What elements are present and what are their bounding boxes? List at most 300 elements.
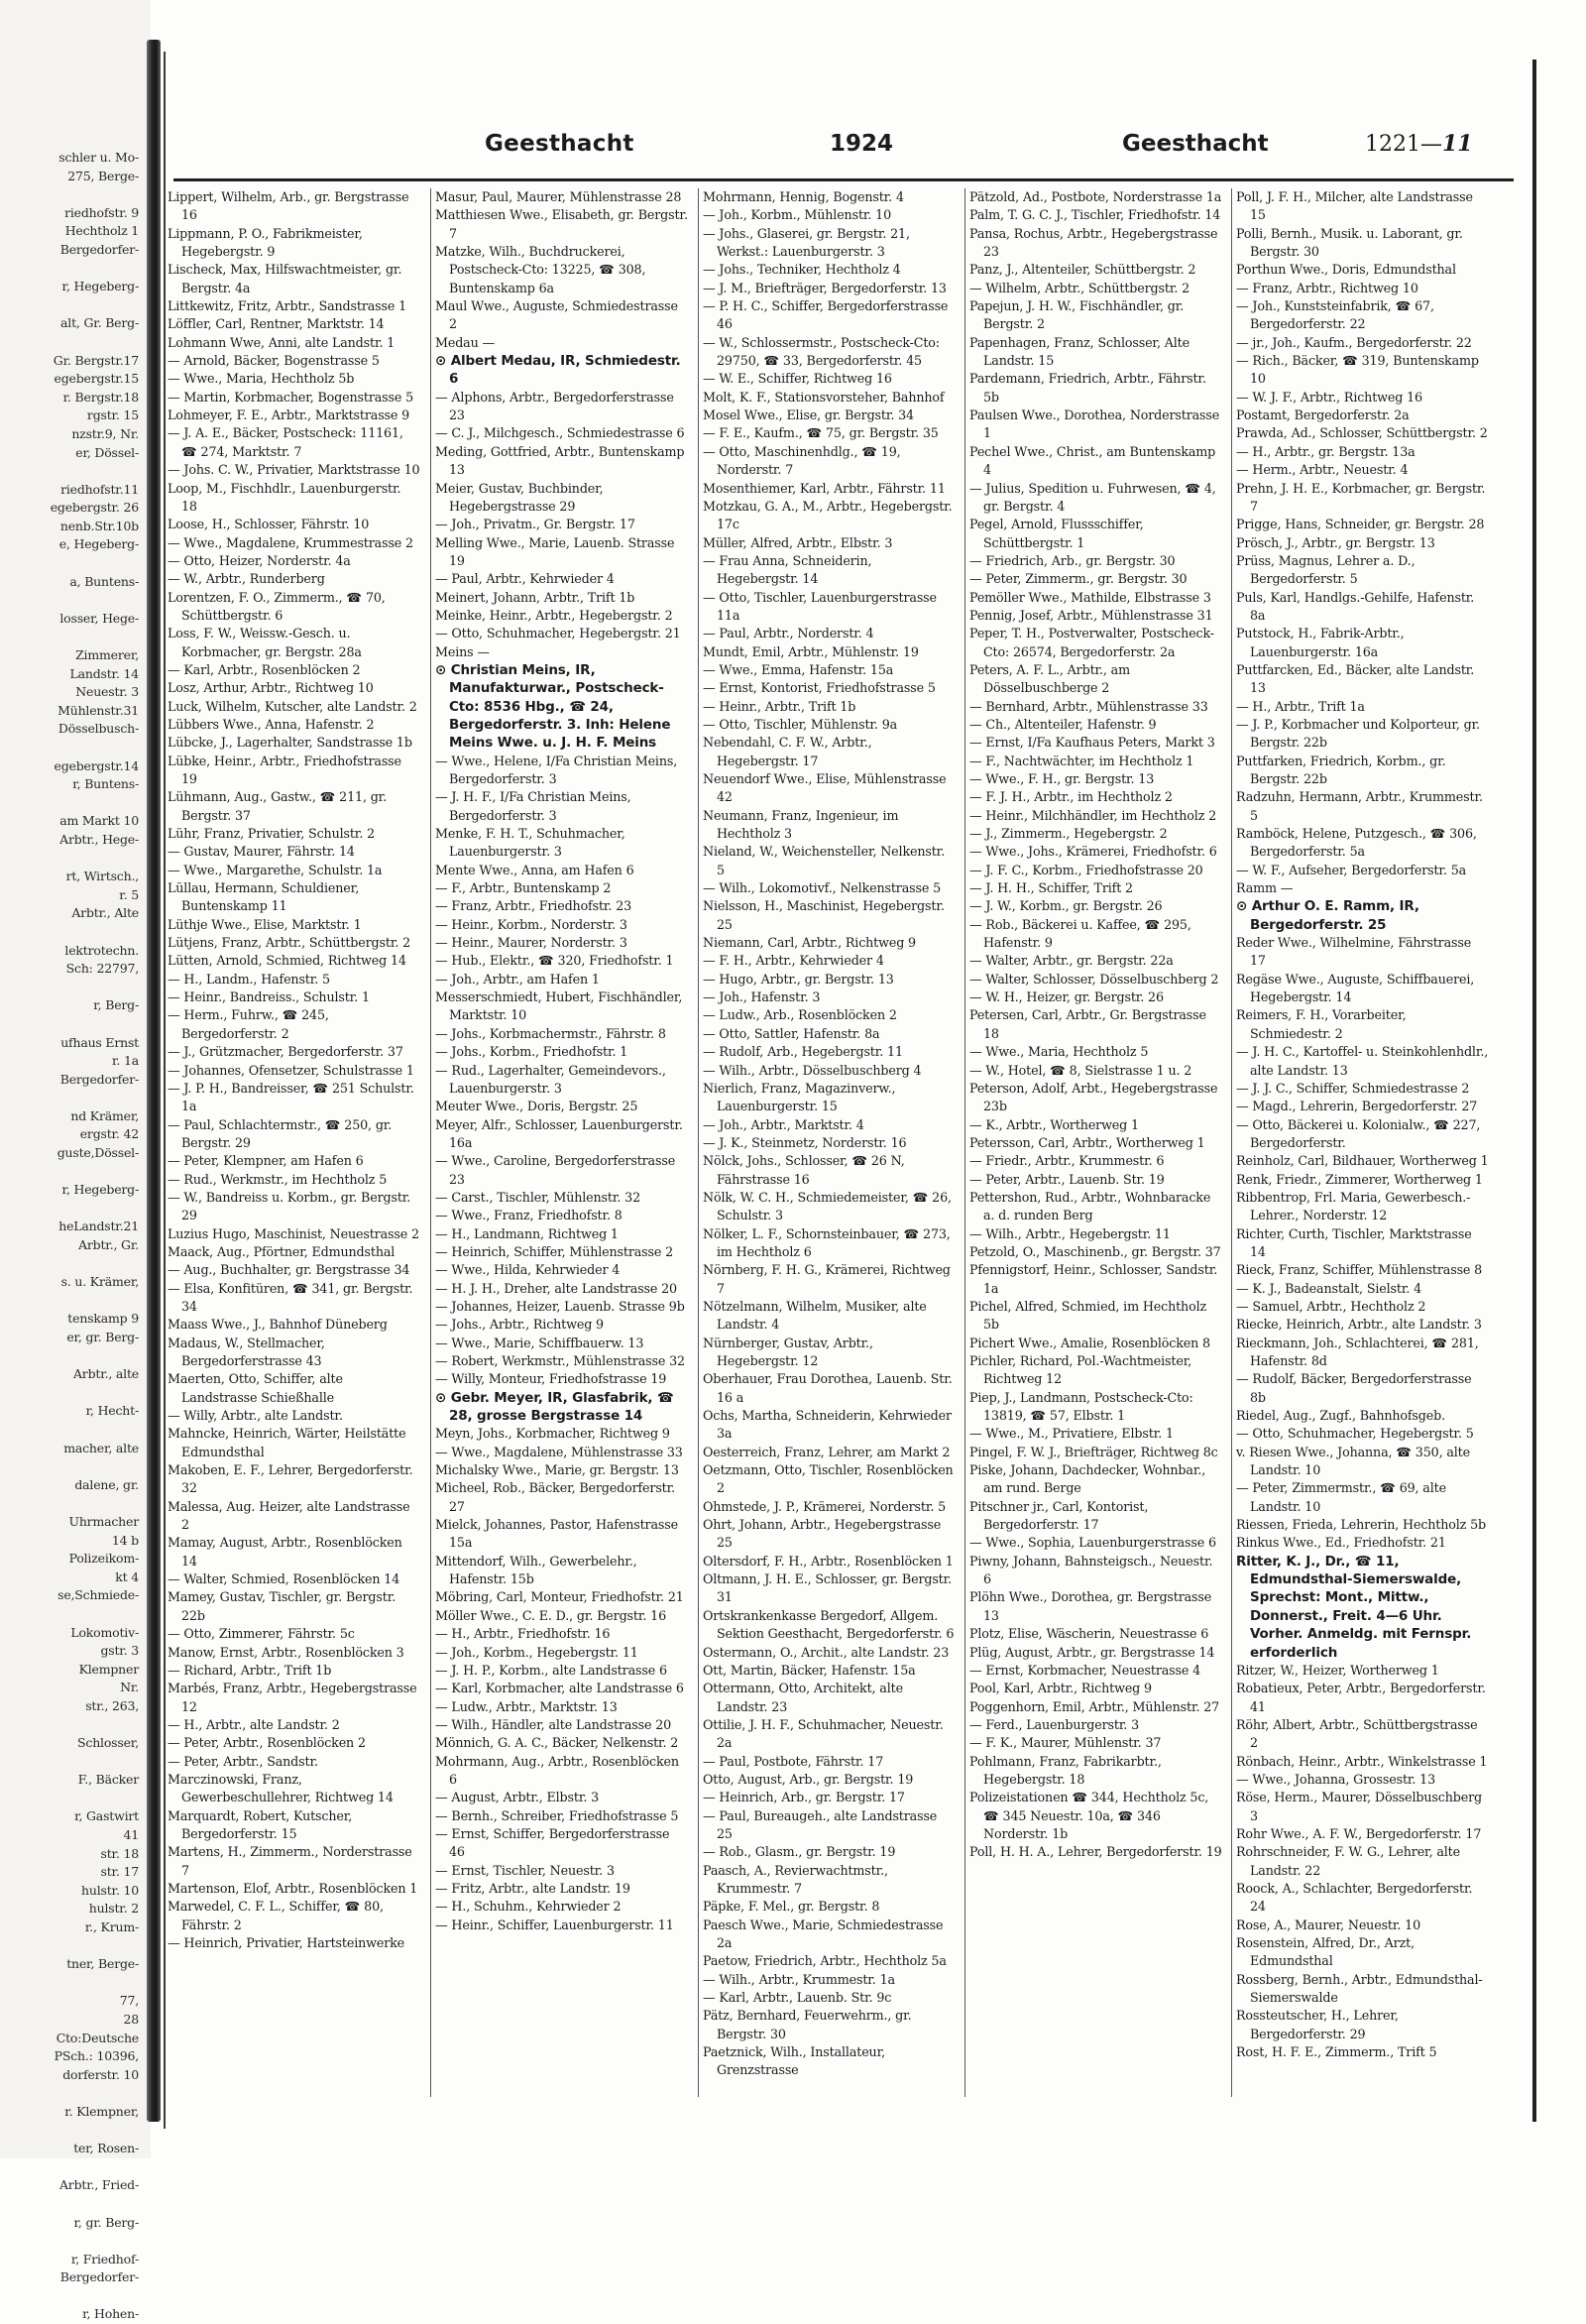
directory-entry: Regäse Wwe., Auguste, Schiffbauerei, Hegebergstr. 14 (1236, 971, 1475, 1005)
directory-entry: Rieckmann, Joh., Schlachterei, ☎ 281, Hafenstr. 8d (1236, 1335, 1479, 1368)
directory-entry: — Peter, Arbtr., Lauenb. Str. 19 (969, 1171, 1165, 1187)
directory-entry: — Ch., Altenteiler, Hafenstr. 9 (969, 716, 1157, 732)
previous-page-line (0, 2122, 139, 2141)
directory-entry: Möbring, Carl, Monteur, Friedhofstr. 21 (435, 1589, 684, 1605)
previous-page-line: r, Hecht- (85, 1403, 139, 1419)
directory-entry: — Johs., Techniker, Hechtholz 4 (703, 262, 901, 278)
directory-entry: Meins — (435, 643, 490, 659)
directory-entry: — Heinrich, Arb., gr. Bergstr. 17 (703, 1790, 905, 1805)
directory-entry: — Rudolf, Arb., Hegebergstr. 11 (703, 1044, 903, 1060)
directory-entry: — W. F., Aufseher, Bergedorferstr. 5a (1236, 862, 1467, 877)
directory-entry: Madaus, W., Stellmacher, Bergedorferstrasse 43 (168, 1335, 325, 1368)
header-town-right: Geesthacht (1122, 131, 1269, 157)
previous-page-line: hulstr. 10 (81, 1882, 139, 1898)
directory-entry: Makoben, E. F., Lehrer, Bergedorferstr. 32 (168, 1462, 413, 1496)
directory-entry: — Walter, Schlosser, Dösselbuschberg 2 (969, 971, 1219, 987)
directory-entry: — Friedr., Arbtr., Krummestr. 6 (969, 1153, 1165, 1169)
directory-entry: Piske, Johann, Dachdecker, Wohnbar., am rund. Berge (969, 1462, 1206, 1496)
directory-entry: Pitschner jr., Carl, Kontorist, Bergedorferstr. 17 (969, 1498, 1149, 1533)
directory-entry: — Joh., Arbtr., Marktstr. 4 (703, 1116, 864, 1132)
directory-entry: Nebendahl, C. F. W., Arbtr., Hegebergstr. 17 (703, 735, 872, 768)
previous-page-line: Bergedorfer- (59, 2269, 139, 2285)
directory-entry: — Paul, Arbtr., Norderstr. 4 (703, 626, 874, 641)
previous-page-line (0, 1200, 139, 1219)
directory-entry: Maass Wwe., J., Bahnhof Düneberg (168, 1317, 388, 1333)
previous-page-line: Bergedorfer- (59, 1071, 139, 1087)
directory-entry: — Ernst, Korbmacher, Neuestrasse 4 (969, 1662, 1201, 1678)
previous-page-line (0, 850, 139, 869)
directory-entry: — Heinr., Arbtr., Trift 1b (703, 698, 856, 714)
directory-entry: — Ernst, Tischler, Neuestr. 3 (435, 1862, 615, 1878)
previous-page-line: r, Hegeberg- (61, 1182, 139, 1198)
directory-entry: Oltmann, J. H. E., Schlosser, gr. Bergstr. 31 (703, 1571, 953, 1605)
directory-entry: Rieck, Franz, Schiffer, Mühlenstrasse 8 (1236, 1262, 1483, 1278)
directory-entry: Manow, Ernst, Arbtr., Rosenblöcken 3 (168, 1644, 404, 1660)
previous-page-line (0, 1089, 139, 1107)
directory-entry: Lohmeyer, F. E., Arbtr., Marktstrasse 9 (168, 407, 410, 423)
directory-entry: — Peter, Zimmermstr., ☎ 69, alte Landstr. 10 (1236, 1480, 1446, 1514)
previous-page-line (0, 554, 139, 573)
previous-page-line: Zimmerer, (75, 647, 139, 663)
directory-entry: — H., Arbtr., Friedhofstr. 16 (435, 1626, 611, 1642)
previous-page-line (0, 1715, 139, 1734)
directory-entry: — Hub., Elektr., ☎ 320, Friedhofstr. 1 (435, 953, 674, 969)
directory-entry: Prawda, Ad., Schlosser, Schüttbergstr. 2 (1236, 425, 1488, 441)
directory-entry: Ottilie, J. H. F., Schuhmacher, Neuestr. 2a (703, 1716, 944, 1751)
directory-entry: — Ernst, Schiffer, Bergedorferstrasse 46 (435, 1825, 670, 1860)
directory-entry: — Joh., Korbm., Mühlenstr. 10 (703, 207, 892, 223)
previous-page-line: Uhrmacher (68, 1513, 139, 1529)
directory-entry-highlighted: ⊙ Gebr. Meyer, IR, Glasfabrik, ☎ 28, grosse Bergstrasse 14 (435, 1389, 674, 1425)
previous-page-line: str. 18 (100, 1845, 139, 1861)
directory-entry: Plüg, August, Arbtr., gr. Bergstrasse 14 (969, 1644, 1215, 1660)
directory-entry: Nölck, Johs., Schlosser, ☎ 26 N, Fährstrasse 16 (703, 1153, 905, 1187)
directory-entry: — Wwe., Sophia, Lauenburgerstrasse 6 (969, 1535, 1216, 1551)
previous-page-line: s. u. Krämer, (60, 1274, 139, 1290)
directory-entry: Richter, Curth, Tischler, Marktstrasse 14 (1236, 1225, 1472, 1259)
directory-entry: Oltersdorf, F. H., Arbtr., Rosenblöcken 1 (703, 1553, 954, 1569)
directory-entry: — J., Grützmacher, Bergedorferstr. 37 (168, 1044, 403, 1060)
directory-entry: Reinholz, Carl, Bildhauer, Wortherweg 1 (1236, 1153, 1489, 1169)
directory-entry: Luzius Hugo, Maschinist, Neuestrasse 2 (168, 1225, 419, 1241)
header-year: 1924 (830, 131, 894, 157)
directory-entry: Menke, F. H. T., Schuhmacher, Lauenburgerstr. 3 (435, 826, 625, 860)
directory-entry: Luck, Wilhelm, Kutscher, alte Landstr. 2 (168, 698, 417, 714)
previous-page-line: dorferstr. 10 (62, 2066, 139, 2082)
directory-entry: — Aug., Buchhalter, gr. Bergstrasse 34 (168, 1262, 410, 1278)
directory-entry: — J. K., Steinmetz, Norderstr. 16 (703, 1134, 907, 1150)
directory-entry: Nielsson, H., Maschinist, Hegebergstr. 25 (703, 898, 945, 932)
directory-entry: — Johs., Korbm., Friedhofstr. 1 (435, 1044, 628, 1060)
directory-entry: — Otto, Zimmerer, Fährstr. 5c (168, 1626, 355, 1642)
directory-entry: — Magd., Lehrerin, Bergedorferstr. 27 (1236, 1099, 1478, 1114)
previous-page-line: riedhofstr.11 (60, 481, 139, 497)
column-separator (1231, 188, 1232, 2097)
directory-entry: Roock, A., Schlachter, Bergedorferstr. 24 (1236, 1880, 1473, 1915)
directory-entry: Nölk, W. C. H., Schmiedemeister, ☎ 26, Schulstr. 3 (703, 1189, 952, 1223)
directory-entry: Poll, J. F. H., Milcher, alte Landstrasse 15 (1236, 189, 1473, 223)
directory-entry: — jr., Joh., Kaufm., Bergedorferstr. 22 (1236, 334, 1472, 350)
directory-entry: Ohrt, Johann, Arbtr., Hegebergstrasse 25 (703, 1517, 942, 1551)
directory-entry: — Heinrich, Schiffer, Mühlenstrasse 2 (435, 1243, 674, 1259)
previous-page-line: tenskamp 9 (67, 1311, 139, 1327)
directory-entry: Nörnberg, F. H. G., Krämerei, Richtweg 7 (703, 1262, 951, 1296)
previous-page-line (0, 591, 139, 610)
directory-entry: — Julius, Spedition u. Fuhrwesen, ☎ 4, gr. Bergstr. 4 (969, 480, 1216, 514)
directory-entry: Postamt, Bergedorferstr. 2a (1236, 407, 1410, 423)
directory-entry: Petersen, Carl, Arbtr., Gr. Bergstrasse 18 (969, 1007, 1206, 1041)
directory-entry: Lüthje Wwe., Elise, Marktstr. 1 (168, 916, 362, 932)
directory-entry: Nölker, L. F., Schornsteinbauer, ☎ 273, im Hechtholz 6 (703, 1225, 951, 1259)
directory-entry: Pichler, Richard, Pol.-Wachtmeister, Richtweg 12 (969, 1353, 1192, 1387)
directory-entry: Ostermann, O., Archit., alte Landstr. 23 (703, 1644, 950, 1660)
directory-entry: Nierlich, Franz, Magazinverw., Lauenburgerstr. 15 (703, 1080, 896, 1114)
directory-entry: Mahncke, Heinrich, Wärter, Heilstätte Edmundsthal (168, 1426, 406, 1459)
directory-entry: — Ernst, I/Fa Kaufhaus Peters, Markt 3 (969, 735, 1215, 751)
previous-page-line: er, gr. Berg- (66, 1330, 139, 1344)
directory-entry: Masur, Paul, Maurer, Mühlenstrasse 28 (435, 189, 682, 204)
previous-page-line: Sch: 22797, (65, 961, 139, 977)
directory-entry: — Heinr., Schiffer, Lauenburgerstr. 11 (435, 1917, 674, 1932)
previous-page-line: 77, (119, 1993, 139, 2009)
directory-entry: — P. H. C., Schiffer, Bergedorferstrasse 46 (703, 298, 949, 332)
directory-entry: — Walter, Schmied, Rosenblöcken 14 (168, 1571, 400, 1587)
directory-entry: — Johs., Glaserei, gr. Bergstr. 21, Werkst.: Lauenburgerstr. 3 (703, 225, 910, 260)
header-rule (173, 178, 1514, 181)
directory-entry: — J. W., Korbm., gr. Bergstr. 26 (969, 898, 1163, 914)
directory-entry: — Carst., Tischler, Mühlenstr. 32 (435, 1189, 640, 1205)
directory-entry: — Karl, Arbtr., Lauenb. Str. 9c (703, 1990, 892, 2006)
directory-column-4 (969, 188, 1222, 2107)
directory-entry: Meinke, Heinr., Arbtr., Hegebergstr. 2 (435, 607, 673, 623)
directory-entry: — Paul, Arbtr., Kehrwieder 4 (435, 571, 615, 587)
directory-entry: — Willy, Monteur, Friedhofstrasse 19 (435, 1371, 667, 1387)
directory-entry: Pingel, F. W. J., Briefträger, Richtweg 8c (969, 1444, 1218, 1459)
previous-page-line: Arbtr., Fried- (58, 2177, 139, 2193)
directory-entry: — F., Arbtr., Buntenskamp 2 (435, 880, 612, 896)
directory-entry: Prüss, Magnus, Lehrer a. D., Bergedorferstr. 5 (1236, 552, 1416, 587)
previous-page-line (0, 1494, 139, 1513)
previous-page-line (0, 1292, 139, 1311)
directory-entry: — J., Zimmerm., Hegebergstr. 2 (969, 826, 1168, 842)
directory-column-1 (168, 188, 420, 2107)
directory-entry: — Wilh., Arbtr., Dösselbuschberg 4 (703, 1062, 922, 1078)
directory-entry: Ribbentrop, Frl. Maria, Gewerbesch.-Lehrer., Norderstr. 12 (1236, 1189, 1471, 1223)
directory-entry: Radzuhn, Hermann, Arbtr., Krummestr. 5 (1236, 789, 1483, 823)
directory-entry: Puttfarcken, Ed., Bäcker, alte Landstr. 13 (1236, 661, 1475, 696)
header-town-left: Geesthacht (485, 131, 634, 157)
directory-entry: Pechel Wwe., Christ., am Buntenskamp 4 (969, 443, 1216, 478)
directory-entry: Lippmann, P. O., Fabrikmeister, Hegebergstr. 9 (168, 225, 363, 260)
previous-page-line (0, 1790, 139, 1808)
column-separator (698, 188, 699, 2097)
directory-entry: Lübbers Wwe., Anna, Hafenstr. 2 (168, 716, 375, 732)
previous-page-line: str., 263, (85, 1697, 139, 1713)
directory-entry: — Otto, Tischler, Lauenburgerstrasse 11a (703, 589, 937, 623)
directory-entry: Piwny, Johann, Bahnsteigsch., Neuestr. 6 (969, 1553, 1213, 1587)
previous-page-line: Cto:Deutsche (56, 2030, 139, 2045)
directory-entry: Plöhn Wwe., Dorothea, gr. Bergstrasse 13 (969, 1589, 1212, 1623)
directory-entry: — J. H. F., I/Fa Christian Meins, Bergedorferstr. 3 (435, 789, 631, 823)
directory-entry: — H., Landm., Hafenstr. 5 (168, 971, 330, 987)
book-gutter (147, 40, 161, 2122)
directory-entry: — Wwe., Marie, Schiffbauerw. 13 (435, 1335, 644, 1350)
directory-entry: Meyn, Johs., Korbmacher, Richtweg 9 (435, 1426, 670, 1442)
directory-entry: — Ernst, Kontorist, Friedhofstrasse 5 (703, 680, 936, 696)
directory-entry: — August, Arbtr., Elbstr. 3 (435, 1790, 600, 1805)
directory-entry: Marbés, Franz, Arbtr., Hegebergstrasse 12 (168, 1681, 417, 1714)
directory-entry: Malessa, Aug. Heizer, alte Landstrasse 2 (168, 1498, 410, 1533)
directory-entry: — Otto, Schuhmacher, Hegebergstr. 5 (1236, 1426, 1474, 1442)
previous-page-line: r, Friedhof- (70, 2251, 139, 2266)
directory-entry: Mittendorf, Wilh., Gewerbelehr., Hafenstr. 15b (435, 1553, 637, 1587)
directory-entry: Palm, T. G. C. J., Tischler, Friedhofstr. 14 (969, 207, 1221, 223)
previous-page-line (0, 1937, 139, 1956)
directory-entry: Maerten, Otto, Schiffer, alte Landstrasse Schießhalle (168, 1371, 343, 1405)
previous-page-line: Hechtholz 1 (64, 223, 139, 239)
directory-entry: — Wwe., Magdalene, Krummestrasse 2 (168, 534, 413, 550)
directory-entry: — Wwe., Magdalene, Mühlenstrasse 33 (435, 1444, 683, 1459)
previous-page-line: Klempner (78, 1661, 139, 1677)
directory-entry: — Otto, Schuhmacher, Hegebergstr. 21 (435, 626, 681, 641)
directory-entry: Maack, Aug., Pförtner, Edmundsthal (168, 1243, 396, 1259)
directory-entry: — Johannes, Heizer, Lauenb. Strasse 9b (435, 1298, 685, 1314)
directory-entry: — H., Arbtr., gr. Bergstr. 13a (1236, 443, 1416, 459)
directory-entry: Paesch Wwe., Marie, Schmiedestrasse 2a (703, 1917, 944, 1950)
directory-entry: Pennig, Josef, Arbtr., Mühlenstrasse 31 (969, 607, 1213, 623)
directory-entry: Rose, A., Maurer, Neuestr. 10 (1236, 1917, 1421, 1932)
previous-page-line (0, 1015, 139, 1034)
directory-entry: — Heinr., Korbm., Norderstr. 3 (435, 916, 627, 932)
directory-entry: Losz, Arthur, Arbtr., Richtweg 10 (168, 680, 374, 696)
previous-page-line: 275, Berge- (67, 168, 139, 183)
directory-entry: — Ludw., Arbtr., Marktstr. 13 (435, 1698, 618, 1714)
directory-entry: Pansa, Rochus, Arbtr., Hegebergstrasse 23 (969, 225, 1218, 260)
directory-entry: Poggenhorn, Emil, Arbtr., Mühlenstr. 27 (969, 1698, 1220, 1714)
directory-entry: — Herm., Arbtr., Neuestr. 4 (1236, 462, 1409, 478)
directory-entry: — Peter, Klempner, am Hafen 6 (168, 1153, 364, 1169)
directory-entry: Mente Wwe., Anna, am Hafen 6 (435, 862, 634, 877)
directory-entry: Rinkus Wwe., Ed., Friedhofstr. 21 (1236, 1535, 1446, 1551)
directory-entry: — Otto, Heizer, Norderstr. 4a (168, 552, 351, 568)
previous-page-line: r, Hohen- (82, 2306, 139, 2322)
directory-entry: Peterson, Adolf, Arbt., Hegebergstrasse 23b (969, 1080, 1218, 1114)
directory-entry: Röhr, Albert, Arbtr., Schüttbergstrasse 2 (1236, 1716, 1478, 1751)
directory-entry: — Willy, Arbtr., alte Landstr. (168, 1408, 343, 1424)
previous-page-line: hulstr. 2 (88, 1901, 139, 1917)
directory-entry: Pemöller Wwe., Mathilde, Elbstrasse 3 (969, 589, 1211, 605)
directory-entry: Micheel, Rob., Bäcker, Bergedorferstr. 27 (435, 1480, 676, 1514)
previous-page-line: r. 1a (112, 1053, 139, 1069)
directory-page (164, 52, 1516, 2129)
directory-entry: Möller Wwe., C. E. D., gr. Bergstr. 16 (435, 1607, 666, 1623)
directory-entry: — Joh., Kunststeinfabrik, ☎ 67, Bergedorferstr. 22 (1236, 298, 1434, 332)
directory-entry: Martens, H., Zimmerm., Norderstrasse 7 (168, 1844, 412, 1878)
directory-entry: — Richard, Arbtr., Trift 1b (168, 1662, 332, 1678)
directory-entry: — Herm., Fuhrw., ☎ 245, Bergedorferstr. 2 (168, 1007, 329, 1041)
directory-entry: Lorentzen, F. O., Zimmerm., ☎ 70, Schüttbergstr. 6 (168, 589, 386, 623)
previous-page-line: r, Gastwirt (74, 1808, 139, 1824)
previous-page-line: kt 4 (115, 1569, 139, 1584)
directory-entry: Mohrmann, Hennig, Bogenstr. 4 (703, 189, 904, 204)
directory-entry: Löffler, Carl, Rentner, Marktstr. 14 (168, 316, 385, 332)
directory-entry: — W. J. F., Arbtr., Richtweg 16 (1236, 389, 1422, 405)
directory-entry: — Franz, Arbtr., Friedhofstr. 23 (435, 898, 632, 914)
directory-entry: — Wwe., Maria, Hechtholz 5b (168, 371, 355, 387)
directory-entry: Otto, August, Arb., gr. Bergstr. 19 (703, 1771, 914, 1787)
directory-entry: Matzke, Wilh., Buchdruckerei, Postscheck-Cto: 13225, ☎ 308, Buntenskamp 6a (435, 244, 646, 295)
directory-entry-highlighted: Ritter, K. J., Dr., ☎ 11, Edmundsthal-Siemerswalde, Sprechst: Mont., Mittw., Donnerst., Freit. 4—6 Uhr. Vorher. Anmeldg. mit Fernspr. erforderlich (1236, 1553, 1472, 1661)
directory-entry: — Wilh., Händler, alte Landstrasse 20 (435, 1716, 672, 1732)
directory-entry: Rosenstein, Alfred, Dr., Arzt, Edmundsthal (1236, 1935, 1415, 1969)
directory-entry: — W., Bandreiss u. Korbm., gr. Bergstr. 29 (168, 1189, 411, 1223)
directory-entry: — Samuel, Arbtr., Hechtholz 2 (1236, 1298, 1426, 1314)
page-header (166, 131, 1514, 174)
directory-entry: Neumann, Franz, Ingenieur, im Hechtholz 3 (703, 807, 899, 842)
previous-page-line: r. Klempner, (64, 2103, 139, 2119)
directory-entry: — Rud., Lagerhalter, Gemeindevors., Lauenburgerstr. 3 (435, 1062, 666, 1096)
previous-page-line: egebergstr.14 (54, 757, 139, 773)
directory-entry: — W. E., Schiffer, Richtweg 16 (703, 371, 892, 387)
directory-entry: Lütjens, Franz, Arbtr., Schüttbergstr. 2 (168, 935, 411, 951)
previous-page-line: alt, Gr. Berg- (60, 315, 139, 331)
directory-entry: — H., Schuhm., Kehrwieder 2 (435, 1899, 622, 1915)
directory-entry: Oberhauer, Frau Dorothea, Lauenb. Str. 16 a (703, 1371, 953, 1405)
previous-page-line: schler u. Mo- (58, 150, 139, 165)
directory-entry: Röse, Herm., Maurer, Dösselbuschberg 3 (1236, 1790, 1482, 1823)
directory-entry: — Heinr., Bandreiss., Schulstr. 1 (168, 989, 370, 1005)
previous-page-line: ufhaus Ernst (60, 1034, 139, 1050)
directory-entry: Papejun, J. H. W., Fischhändler, gr. Bergstr. 2 (969, 298, 1185, 332)
previous-page-line (0, 1384, 139, 1403)
directory-entry: Plotz, Elise, Wäscherin, Neuestrasse 6 (969, 1626, 1209, 1642)
previous-page-line: a, Buntens- (69, 573, 139, 589)
directory-entry: Lischeck, Max, Hilfswachtmeister, gr. Bergstr. 4a (168, 262, 402, 295)
previous-page-line (0, 794, 139, 813)
directory-entry: — Heinr., Maurer, Norderstr. 3 (435, 935, 627, 951)
directory-entry: Lütten, Arnold, Schmied, Richtweg 14 (168, 953, 406, 969)
directory-entry: — Wwe., M., Privatiere, Elbstr. 1 (969, 1426, 1174, 1442)
directory-entry: — F. J. H., Arbtr., im Hechtholz 2 (969, 789, 1173, 805)
page-number-suffix: 11 (1442, 131, 1473, 157)
directory-entry: Lübke, Heinr., Arbtr., Friedhofstrasse 19 (168, 753, 401, 786)
previous-page-line: PSch.: 10396, (54, 2048, 139, 2064)
directory-entry: — Joh., Arbtr., am Hafen 1 (435, 971, 600, 987)
directory-entry: — H., Arbtr., Trift 1a (1236, 698, 1365, 714)
directory-entry: — Otto, Sattler, Hafenstr. 8a (703, 1025, 880, 1041)
previous-page-line: r, gr. Berg- (73, 2214, 139, 2230)
directory-entry: Molt, K. F., Stationsvorsteher, Bahnhof (703, 389, 945, 405)
directory-entry: Pätzold, Ad., Postbote, Norderstrasse 1a (969, 189, 1222, 204)
previous-page-line (0, 628, 139, 646)
previous-page-line: rt, Wirtsch., (65, 869, 139, 884)
previous-page-line: am Markt 10 (59, 813, 139, 829)
directory-entry: Marquardt, Robert, Kutscher, Bergedorferstr. 15 (168, 1807, 353, 1841)
directory-entry: Petersson, Carl, Arbtr., Wortherweg 1 (969, 1134, 1205, 1150)
directory-entry: — Frau Anna, Schneiderin, Hegebergstr. 14 (703, 552, 872, 587)
directory-entry: Panz, J., Altenteiler, Schüttbergstr. 2 (969, 262, 1196, 278)
previous-page-line: ergstr. 42 (79, 1126, 139, 1142)
directory-entry: Mohrmann, Aug., Arbtr., Rosenblöcken 6 (435, 1753, 679, 1787)
directory-entry: Reimers, F. H., Vorarbeiter, Schmiedestr. 2 (1236, 1007, 1407, 1041)
directory-entry: Pichel, Alfred, Schmied, im Hechtholz 5b (969, 1298, 1207, 1333)
directory-entry-highlighted: ⊙ Arthur O. E. Ramm, IR, Bergedorferstr. 25 (1236, 898, 1419, 933)
directory-entry: — Johannes, Ofensetzer, Schulstrasse 1 (168, 1062, 414, 1078)
directory-entry: — Wwe., F. H., gr. Bergstr. 13 (969, 771, 1155, 786)
directory-entry: Ohmstede, J. P., Krämerei, Norderstr. 5 (703, 1498, 947, 1514)
previous-page-line (0, 2195, 139, 2214)
directory-entry: Nürnberger, Gustav, Arbtr., Hegebergstr. 12 (703, 1335, 873, 1368)
directory-entry: Pichert Wwe., Amalie, Rosenblöcken 8 (969, 1335, 1210, 1350)
directory-entry: Pool, Karl, Arbtr., Richtweg 9 (969, 1681, 1152, 1696)
directory-entry: Rost, H. F. E., Zimmerm., Trift 5 (1236, 2044, 1437, 2060)
previous-page-line (0, 1347, 139, 1366)
previous-page-line: se,Schmiede- (57, 1587, 139, 1603)
previous-page-line: tner, Berge- (66, 1956, 139, 1972)
previous-page-line: Mühlenstr.31 (57, 702, 139, 718)
directory-entry: Lübcke, J., Lagerhalter, Sandstrasse 1b (168, 735, 412, 751)
directory-entry: — Wwe., Margarethe, Schulstr. 1a (168, 862, 383, 877)
directory-entry: — C. J., Milchgesch., Schmiedestrasse 6 (435, 425, 685, 441)
directory-entry: Renk, Friedr., Zimmerer, Wortherweg 1 (1236, 1171, 1483, 1187)
directory-entry: Meuter Wwe., Doris, Bergstr. 25 (435, 1099, 638, 1114)
previous-page-text (0, 149, 139, 2322)
directory-entry: Ott, Martin, Bäcker, Hafenstr. 15a (703, 1662, 916, 1678)
directory-entry: v. Riesen Wwe., Johanna, ☎ 350, alte Landstr. 10 (1236, 1444, 1470, 1478)
directory-entry: Prösch, J., Arbtr., gr. Bergstr. 13 (1236, 534, 1435, 550)
directory-entry: Reder Wwe., Wilhelmine, Fährstrasse 17 (1236, 935, 1472, 969)
directory-entry: Lüllau, Hermann, Schuldiener, Buntenskamp 11 (168, 880, 360, 914)
directory-entry: Lühmann, Aug., Gastw., ☎ 211, gr. Bergstr. 37 (168, 789, 388, 823)
directory-entry: Littkewitz, Fritz, Arbtr., Sandstrasse 1 (168, 298, 407, 314)
previous-page-line (0, 296, 139, 315)
previous-page-line: lektrotechn. (64, 942, 139, 958)
directory-entry: — Wwe., Helene, I/Fa Christian Meins, Bergedorferstr. 3 (435, 753, 678, 786)
previous-page-line: macher, alte (63, 1440, 139, 1455)
directory-entry: Niemann, Carl, Arbtr., Richtweg 9 (703, 935, 916, 951)
directory-entry: Paasch, A., Revierwachtmstr., Krummestr. 7 (703, 1862, 888, 1896)
directory-entry: Loss, F. W., Weissw.-Gesch. u. Korbmacher, gr. Bergstr. 28a (168, 626, 362, 659)
directory-entry: Lohmann Wwe, Anni, alte Landstr. 1 (168, 334, 396, 350)
directory-entry: — Martin, Korbmacher, Bogenstrasse 5 (168, 389, 414, 405)
directory-entry: Mielck, Johannes, Pastor, Hafenstrasse 15a (435, 1517, 678, 1551)
previous-page-line: Bergedorfer- (59, 241, 139, 257)
directory-entry: Nötzelmann, Wilhelm, Musiker, alte Landstr. 4 (703, 1298, 927, 1333)
directory-entry: — Rich., Bäcker, ☎ 319, Buntenskamp 10 (1236, 353, 1479, 387)
directory-entry: — Peter, Arbtr., Sandstr. (168, 1753, 318, 1769)
directory-entry: — Gustav, Maurer, Fährstr. 14 (168, 844, 355, 860)
directory-entry: — Johs., Arbtr., Richtweg 9 (435, 1317, 604, 1333)
directory-entry: — W. H., Heizer, gr. Bergstr. 26 (969, 989, 1164, 1005)
directory-entry: Mamay, August, Arbtr., Rosenblöcken 14 (168, 1535, 402, 1569)
previous-page-line: Arbtr., Alte (71, 905, 139, 921)
directory-entry: — Otto, Tischler, Mühlenstr. 9a (703, 716, 898, 732)
previous-page-line (0, 2232, 139, 2251)
previous-page-line (0, 979, 139, 997)
directory-entry-highlighted: ⊙ Albert Medau, IR, Schmiedestr. 6 (435, 353, 681, 388)
directory-entry: Polli, Bernh., Musik. u. Laborant, gr. Bergstr. 30 (1236, 225, 1463, 260)
previous-page-line: r., Krum- (84, 1919, 139, 1934)
directory-entry: — Otto, Maschinenhdlg., ☎ 19, Norderstr. 7 (703, 443, 901, 478)
directory-entry: — Paul, Postbote, Fährstr. 17 (703, 1753, 884, 1769)
previous-page-line: Lokomotiv- (70, 1624, 139, 1640)
directory-entry: Marczinowski, Franz, Gewerbeschullehrer, Richtweg 14 (168, 1771, 394, 1805)
previous-page-line: ter, Rosen- (73, 2141, 139, 2156)
directory-entry: Pfennigstorf, Heinr., Schlosser, Sandstr. 1a (969, 1262, 1218, 1296)
directory-entry: Oesterreich, Franz, Lehrer, am Markt 2 (703, 1444, 951, 1459)
previous-page-line (0, 1421, 139, 1440)
previous-page-line: Nr. (120, 1680, 139, 1695)
